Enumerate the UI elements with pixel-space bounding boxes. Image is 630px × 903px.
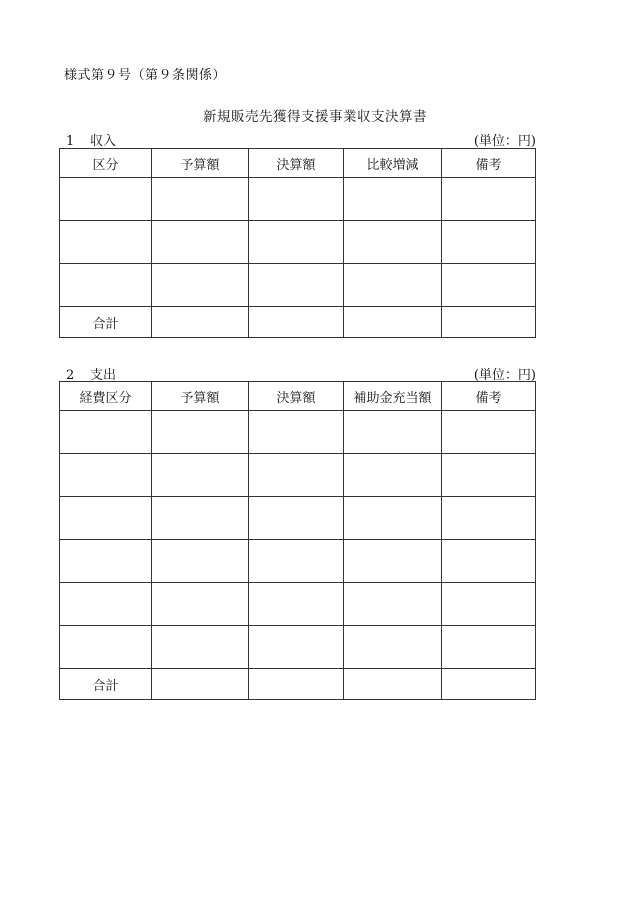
table-cell [344,178,442,221]
table-cell [344,669,442,700]
table-row [60,178,536,221]
income-header-row [60,149,536,178]
expense-header-subsidy: 補助金充当額 [344,382,442,411]
table-cell [152,497,249,540]
table-cell [60,626,152,669]
table-cell [442,454,536,497]
table-cell [249,178,344,221]
table-cell [249,411,344,454]
table-cell [60,497,152,540]
table-cell [152,264,249,307]
expense-table [59,381,536,700]
income-total-row [60,307,536,338]
table-cell [60,540,152,583]
table-cell [152,221,249,264]
table-cell [249,669,344,700]
table-cell [249,497,344,540]
table-cell [60,178,152,221]
table-cell [344,454,442,497]
table-cell [442,583,536,626]
expense-section-label: 支出 [90,368,117,383]
income-header-budget: 予算額 [152,149,249,178]
table-cell [249,626,344,669]
table-cell [442,411,536,454]
table-cell [442,669,536,700]
table-cell [152,411,249,454]
table-cell [249,540,344,583]
table-cell [152,583,249,626]
income-section-number: 1 [66,134,75,149]
table-cell [60,583,152,626]
table-cell [442,626,536,669]
table-row [60,497,536,540]
table-cell [344,497,442,540]
table-cell [344,221,442,264]
table-cell [152,540,249,583]
table-cell [442,221,536,264]
income-total-label: 合計 [60,307,152,338]
table-cell [249,221,344,264]
table-cell [60,454,152,497]
table-row [60,264,536,307]
income-header-difference: 比較増減 [344,149,442,178]
table-cell [344,626,442,669]
table-row [60,454,536,497]
expense-header-remarks: 備考 [442,382,536,411]
table-cell [152,626,249,669]
table-cell [344,307,442,338]
table-cell [249,264,344,307]
table-cell [249,454,344,497]
table-cell [442,178,536,221]
table-row [60,540,536,583]
table-cell [249,583,344,626]
expense-header-budget: 予算額 [152,382,249,411]
table-cell [344,540,442,583]
table-cell [60,264,152,307]
expense-total-label: 合計 [60,669,152,700]
income-header-settlement: 決算額 [249,149,344,178]
table-cell [60,411,152,454]
income-header-category: 区分 [60,149,152,178]
expense-section-number: 2 [66,368,75,383]
income-unit-note: (単位：円) [473,134,536,149]
expense-header-category: 経費区分 [60,382,152,411]
table-row [60,411,536,454]
table-cell [152,178,249,221]
income-table [59,148,536,338]
table-cell [152,669,249,700]
table-cell [442,264,536,307]
form-number: 様式第９号（第９条関係） [64,68,227,83]
income-section-label: 収入 [90,134,117,149]
document-title: 新規販売先獲得支援事業収支決算書 [203,109,427,125]
table-cell [152,307,249,338]
table-row [60,626,536,669]
table-cell [344,264,442,307]
table-cell [60,221,152,264]
expense-header-row [60,382,536,411]
table-cell [344,411,442,454]
expense-total-row [60,669,536,700]
table-cell [152,454,249,497]
table-cell [442,307,536,338]
income-header-remarks: 備考 [442,149,536,178]
expense-unit-note: (単位：円) [473,368,536,383]
table-row [60,583,536,626]
table-cell [442,497,536,540]
table-cell [344,583,442,626]
expense-header-settlement: 決算額 [249,382,344,411]
income-section-heading [66,130,116,149]
table-cell [249,307,344,338]
table-cell [442,540,536,583]
table-row [60,221,536,264]
